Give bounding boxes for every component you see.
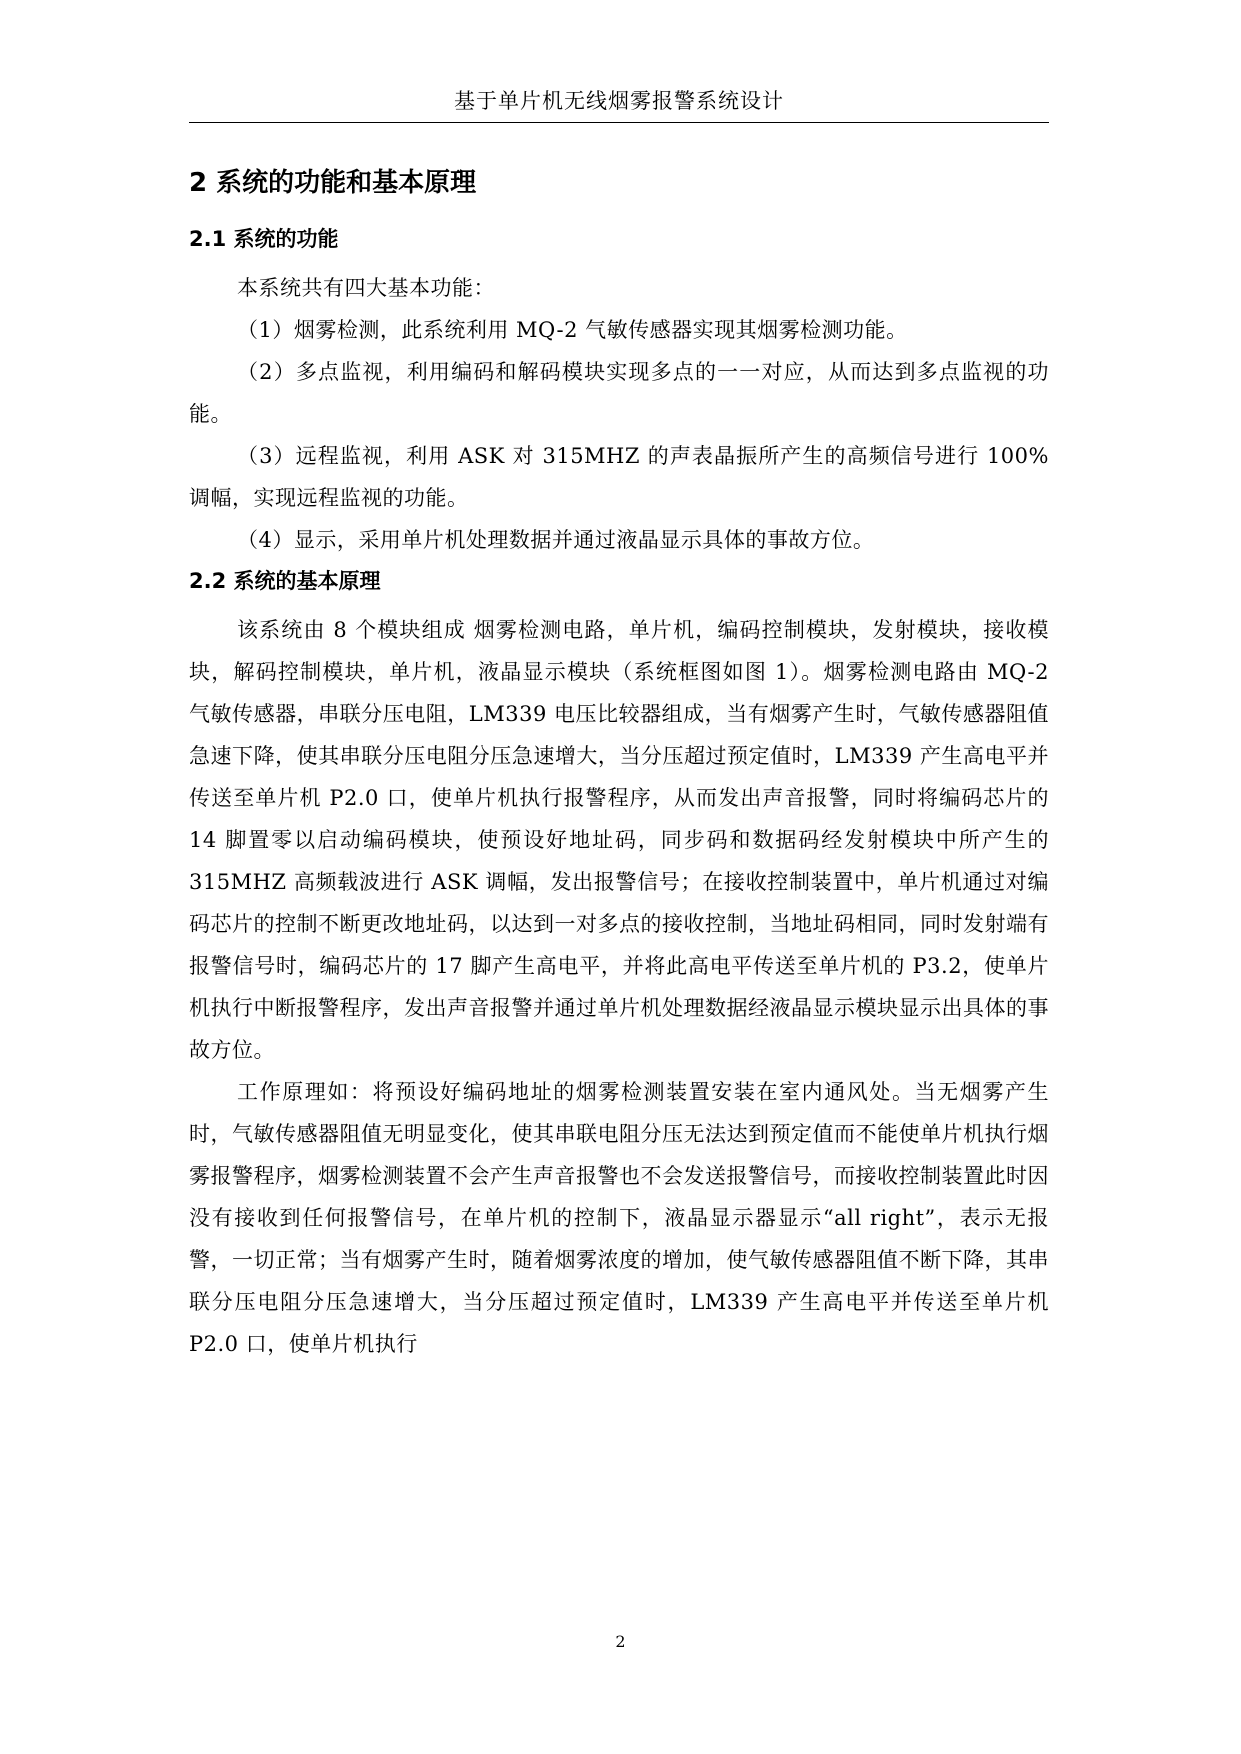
paragraph: 工作原理如：将预设好编码地址的烟雾检测装置安装在室内通风处。当无烟雾产生时，气敏传感器阻值无明显变化，使其串联电阻分压无法达到预定值而不能使单片机执行烟雾报警程序，烟雾检测装置不会产生声音报警也不会发送报警信号，而接收控制装置此时因没有接收到任何报警信号，在单片机的控制下，液晶显示器显示“all right”，表示无报警，一切正常；当有烟雾产生时，随着烟雾浓度的增加，使气敏传感器阻值不断下降，其串联分压电阻分压急速增大，当分压超过预定值时，LM339 产生高电平并传送至单片机 P2.0 口，使单片机执行 [189,1080,1049,1356]
running-header: 基于单片机无线烟雾报警系统设计 [454,89,784,113]
paragraph: 该系统由 8 个模块组成 烟雾检测电路，单片机，编码控制模块，发射模块，接收模块，解码控制模块，单片机，液晶显示模块（系统框图如图 1）。烟雾检测电路由 MQ-2 气敏传感器，串联分压电阻，LM339 电压比较器组成，当有烟雾产生时，气敏传感器阻值急速下降，使其串联分压电阻分压急速增大，当分压超过预定值时，LM339 产生高电平并传送至单片机 P2.0 口，使单片机执行报警程序，从而发出声音报警，同时将编码芯片的 14 脚置零以启动编码模块，使预设好地址码，同步码和数据码经发射模块中所产生的 315MHZ 高频载波进行 ASK 调幅，发出报警信号；在接收控制装置中，单片机通过对编码芯片的控制不断更改地址码，以达到一对多点的接收控制，当地址码相同，同时发射端有报警信号时，编码芯片的 17 脚产生高电平，并将此高电平传送至单片机的 P3.2，使单片机执行中断报警程序，发出声音报警并通过单片机处理数据经液晶显示模块显示出具体的事故方位。 [189,618,1049,1062]
paragraph: （1）烟雾检测，此系统利用 MQ-2 气敏传感器实现其烟雾检测功能。 [237,318,908,342]
page-number: 2 [615,1632,626,1651]
paragraph: （2）多点监视，利用编码和解码模块实现多点的一一对应，从而达到多点监视的功能。 [189,360,1049,426]
section-heading: 2 系统的功能和基本原理 [189,168,477,198]
header-rule [189,122,1049,123]
subsection-heading-principle: 2.2 系统的基本原理 [189,569,381,593]
paragraph: 本系统共有四大基本功能： [237,276,495,300]
paragraph: （3）远程监视，利用 ASK 对 315MHZ 的声表晶振所产生的高频信号进行 100%调幅，实现远程监视的功能。 [189,444,1049,510]
subsection-heading-functions: 2.1 系统的功能 [189,227,339,251]
page-content [189,163,1049,1365]
paragraph: （4）显示，采用单片机处理数据并通过液晶显示具体的事故方位。 [237,528,875,552]
